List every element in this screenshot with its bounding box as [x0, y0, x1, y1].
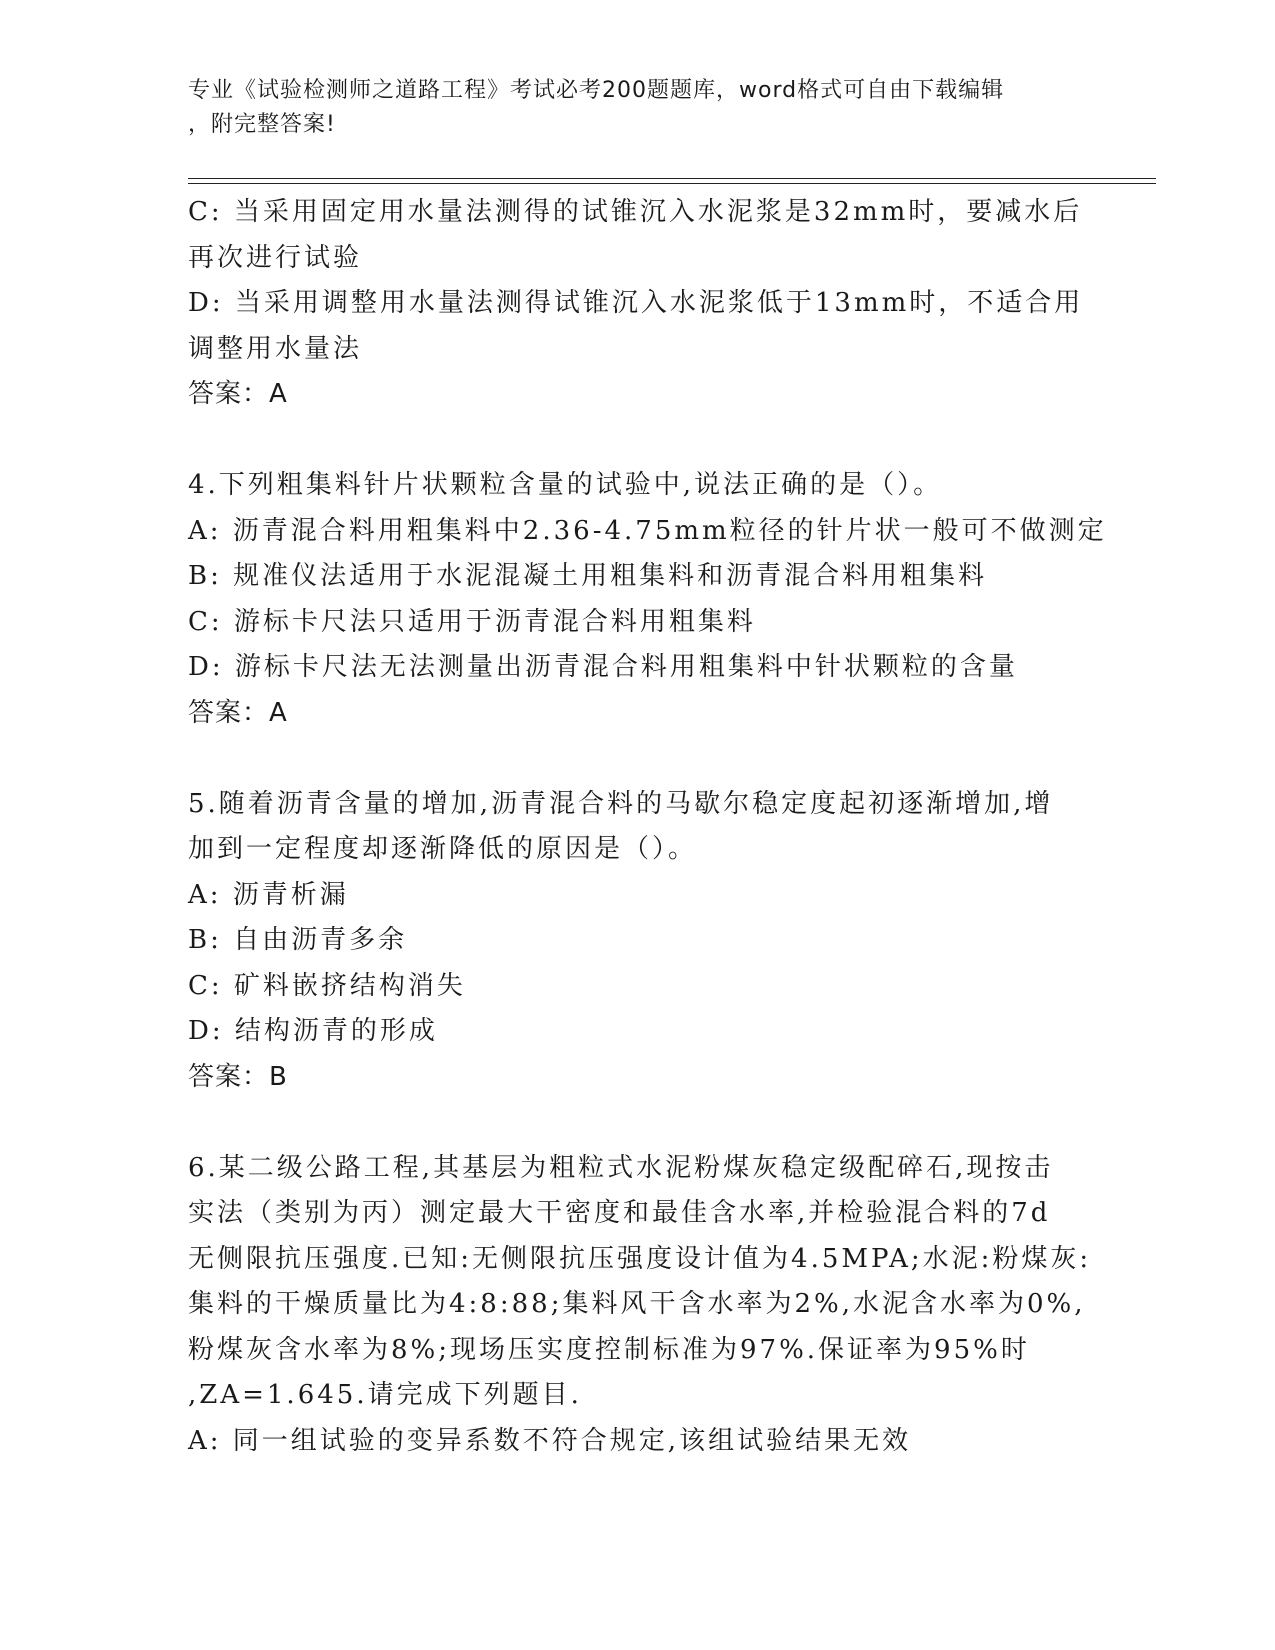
option-d: D: 结构沥青的形成	[188, 1016, 438, 1046]
question-stem-line-6: ,ZA=1.645.请完成下列题目.	[188, 1380, 582, 1410]
question-stem-line-4: 集料的干燥质量比为4:8:88;集料风干含水率为2%,水泥含水率为0%,	[188, 1289, 1086, 1319]
answer-label: 答案：A	[188, 697, 288, 728]
answer-label: 答案：A	[188, 379, 288, 409]
option-c-line-1: C: 当采用固定用水量法测得的试锥沉入水泥浆是32mm时，要减水后	[188, 197, 1083, 227]
option-d-line-2: 调整用水量法	[188, 333, 363, 364]
question-stem-line-3: 无侧限抗压强度.已知:无侧限抗压强度设计值为4.5MPA;水泥:粉煤灰:	[188, 1243, 1092, 1274]
header-divider-top	[188, 178, 1156, 179]
question-stem-line-2: 加到一定程度却逐渐降低的原因是（）。	[188, 834, 698, 864]
question-4	[188, 463, 1107, 736]
option-d: D: 游标卡尺法无法测量出沥青混合料用粗集料中针状颗粒的含量	[188, 652, 1018, 682]
spacer	[188, 1100, 1088, 1146]
option-b: B: 规准仪法适用于水泥混凝土用粗集料和沥青混合料用粗集料	[188, 561, 988, 591]
option-d-line-1: D: 当采用调整用水量法测得试锥沉入水泥浆低于13mm时，不适合用	[188, 288, 1084, 318]
option-a: A: 同一组试验的变异系数不符合规定,该组试验结果无效	[188, 1425, 912, 1456]
option-a: A: 沥青混合料用粗集料中2.36-4.75mm粒径的针片状一般可不做测定	[188, 515, 1107, 546]
spacer	[188, 418, 1088, 464]
question-6	[188, 1146, 1092, 1465]
question-3-continued	[188, 190, 1088, 418]
document-header	[188, 74, 1088, 142]
question-stem-line-2: 实法（类别为丙）测定最大干密度和最佳含水率,并检验混合料的7d	[188, 1198, 1051, 1228]
question-stem-line-1: 6.某二级公路工程,其基层为粗粒式水泥粉煤灰稳定级配碎石,现按击	[188, 1152, 1054, 1183]
answer-label: 答案：B	[188, 1061, 288, 1092]
spacer	[188, 736, 1088, 782]
question-stem: 4.下列粗集料针片状颗粒含量的试验中,说法正确的是（）。	[188, 470, 943, 500]
question-stem-line-5: 粉煤灰含水率为8%;现场压实度控制标准为97%.保证率为95%时	[188, 1334, 1030, 1365]
header-title-line-2: ，附完整答案!	[188, 112, 336, 137]
question-5	[188, 782, 1088, 1101]
option-a: A: 沥青析漏	[188, 879, 349, 910]
header-divider-bottom	[188, 183, 1156, 184]
question-list	[188, 190, 1107, 1464]
option-c: C: 矿料嵌挤结构消失	[188, 970, 466, 1001]
option-c: C: 游标卡尺法只适用于沥青混合料用粗集料	[188, 606, 756, 637]
header-title-line-1: 专业《试验检测师之道路工程》考试必考200题题库，word格式可自由下载编辑	[188, 78, 1005, 103]
question-stem-line-1: 5.随着沥青含量的增加,沥青混合料的马歇尔稳定度起初逐渐增加,增	[188, 788, 1054, 819]
option-c-line-2: 再次进行试验	[188, 242, 363, 273]
option-b: B: 自由沥青多余	[188, 925, 408, 955]
